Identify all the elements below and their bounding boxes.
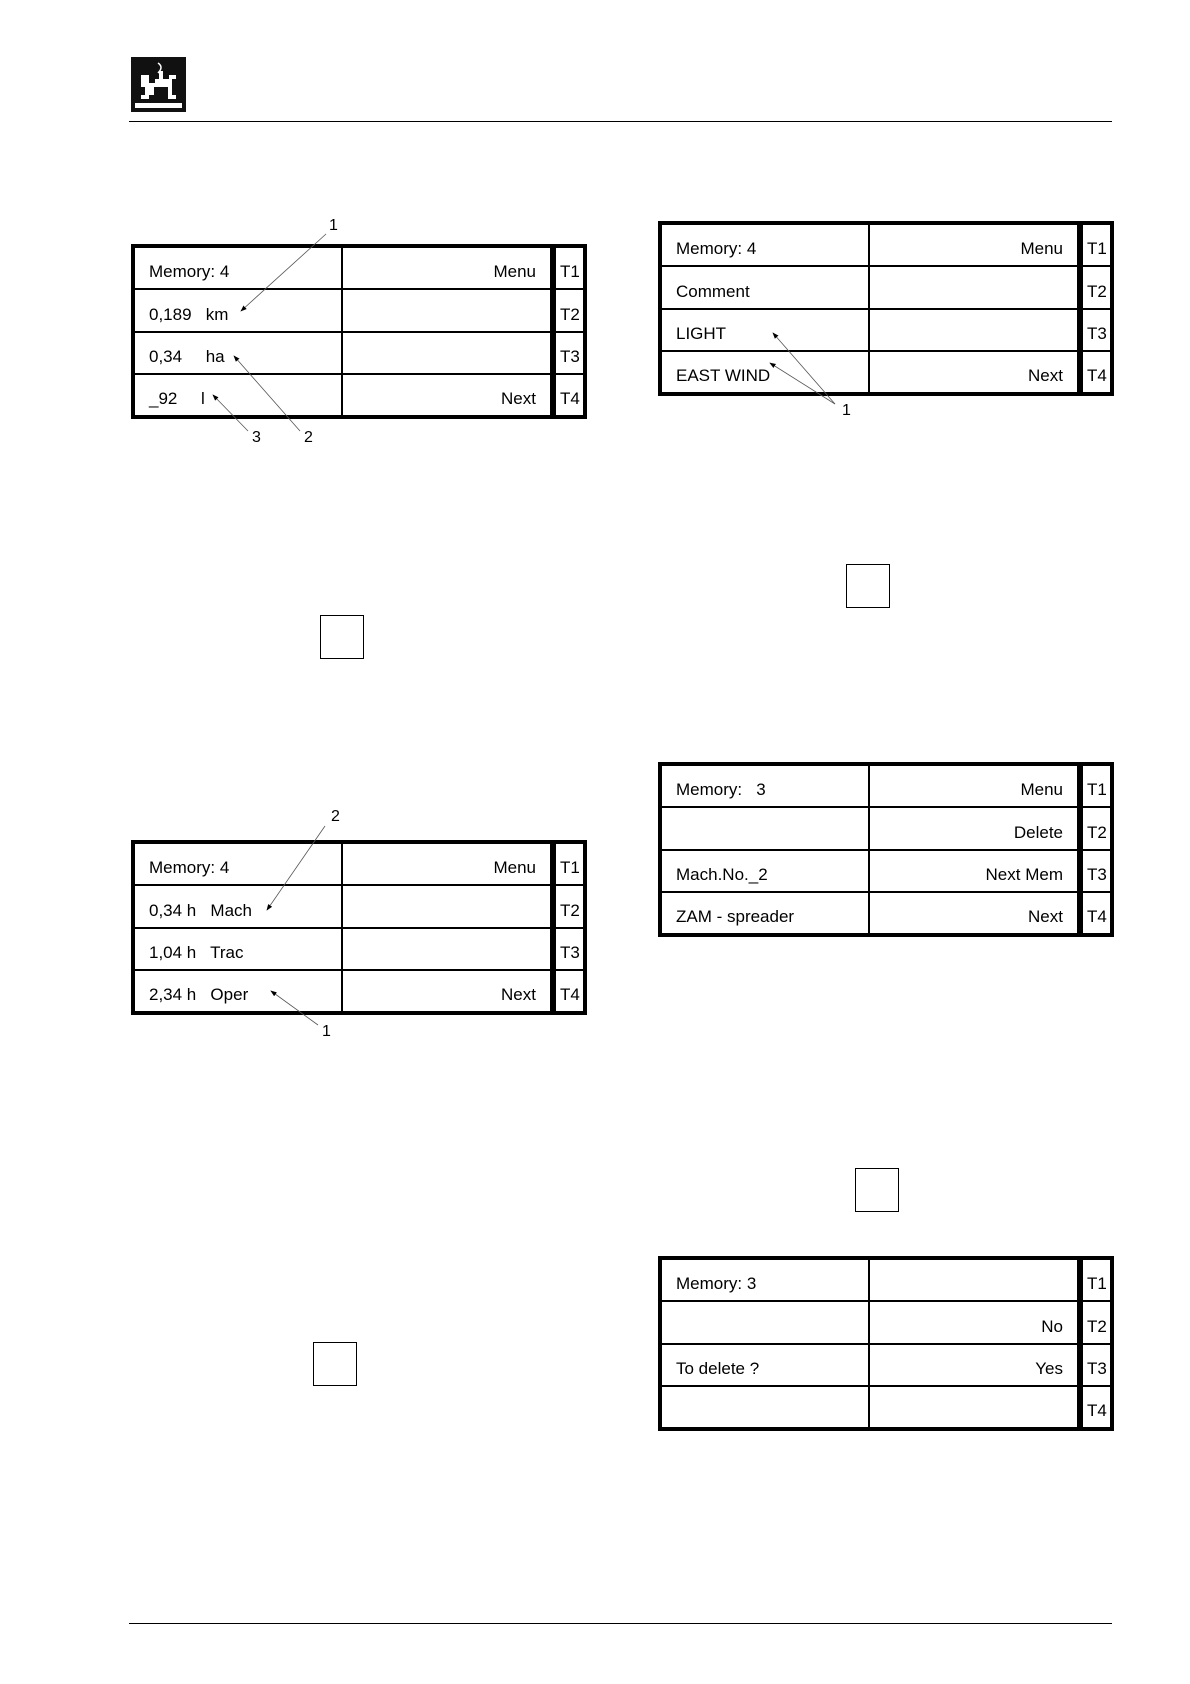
softkey-label: T2 [1080, 1301, 1111, 1343]
display-right-text [342, 289, 553, 331]
display-right-text: Menu [869, 224, 1080, 266]
display-screen-hours [131, 840, 587, 1015]
display-left-text: Memory: 4 [134, 843, 342, 885]
softkey-label: T2 [553, 289, 584, 331]
display-screen-delete [658, 762, 1114, 937]
display-right-text [342, 332, 553, 374]
callout-number: 1 [322, 1023, 331, 1040]
softkey-label: T4 [1080, 892, 1111, 934]
display-right-text [342, 885, 553, 927]
key-symbol-box [320, 615, 364, 659]
display-right-text [869, 1386, 1080, 1428]
softkey-label: T3 [553, 928, 584, 970]
callout-number: 2 [331, 808, 340, 825]
display-screen-confirm [658, 1256, 1114, 1431]
display-right-text: Next [869, 892, 1080, 934]
softkey-label: T3 [1080, 1344, 1111, 1386]
softkey-label: T2 [553, 885, 584, 927]
softkey-label: T1 [1080, 765, 1111, 807]
key-symbol-box [855, 1168, 899, 1212]
display-right-text [869, 309, 1080, 351]
softkey-label: T1 [1080, 224, 1111, 266]
softkey-label: T1 [553, 843, 584, 885]
softkey-label: T4 [553, 374, 584, 416]
softkey-label: T1 [1080, 1259, 1111, 1301]
display-left-text: Comment [661, 266, 869, 308]
display-left-text: Memory: 3 [661, 1259, 869, 1301]
display-right-text [869, 266, 1080, 308]
display-left-text: Mach.No._2 [661, 850, 869, 892]
display-left-text [661, 1386, 869, 1428]
display-left-text [661, 1301, 869, 1343]
callout-number: 1 [842, 402, 851, 419]
display-right-text: No [869, 1301, 1080, 1343]
amazone-logo [131, 57, 186, 112]
callout-number: 3 [252, 429, 261, 446]
softkey-label: T3 [553, 332, 584, 374]
softkey-label: T4 [1080, 351, 1111, 393]
softkey-label: T4 [1080, 1386, 1111, 1428]
display-right-text: Next Mem [869, 850, 1080, 892]
display-left-text: ZAM - spreader [661, 892, 869, 934]
softkey-label: T3 [1080, 850, 1111, 892]
key-symbol-box [313, 1342, 357, 1386]
display-right-text: Menu [342, 247, 553, 289]
display-screen-distance [131, 244, 587, 419]
softkey-label: T2 [1080, 807, 1111, 849]
display-screen-comment [658, 221, 1114, 396]
display-left-text: To delete ? [661, 1344, 869, 1386]
display-left-text: 0,34 h Mach [134, 885, 342, 927]
display-right-text: Menu [869, 765, 1080, 807]
display-left-text: EAST WIND [661, 351, 869, 393]
display-right-text [342, 928, 553, 970]
softkey-label: T2 [1080, 266, 1111, 308]
display-right-text: Yes [869, 1344, 1080, 1386]
display-right-text: Delete [869, 807, 1080, 849]
display-left-text: _92 l [134, 374, 342, 416]
softkey-label: T4 [553, 970, 584, 1012]
display-left-text [661, 807, 869, 849]
display-left-text: Memory: 4 [661, 224, 869, 266]
callout-number: 1 [329, 217, 338, 234]
softkey-label: T3 [1080, 309, 1111, 351]
display-right-text: Next [342, 374, 553, 416]
key-symbol-box [846, 564, 890, 608]
display-left-text: Memory: 3 [661, 765, 869, 807]
softkey-label: T1 [553, 247, 584, 289]
display-left-text: Memory: 4 [134, 247, 342, 289]
display-left-text: 1,04 h Trac [134, 928, 342, 970]
display-right-text: Menu [342, 843, 553, 885]
display-right-text [869, 1259, 1080, 1301]
display-right-text: Next [869, 351, 1080, 393]
callout-number: 2 [304, 429, 313, 446]
display-left-text: LIGHT [661, 309, 869, 351]
display-right-text: Next [342, 970, 553, 1012]
header-rule [129, 121, 1112, 122]
footer-rule [129, 1623, 1112, 1624]
display-left-text: 2,34 h Oper [134, 970, 342, 1012]
display-left-text: 0,34 ha [134, 332, 342, 374]
display-left-text: 0,189 km [134, 289, 342, 331]
